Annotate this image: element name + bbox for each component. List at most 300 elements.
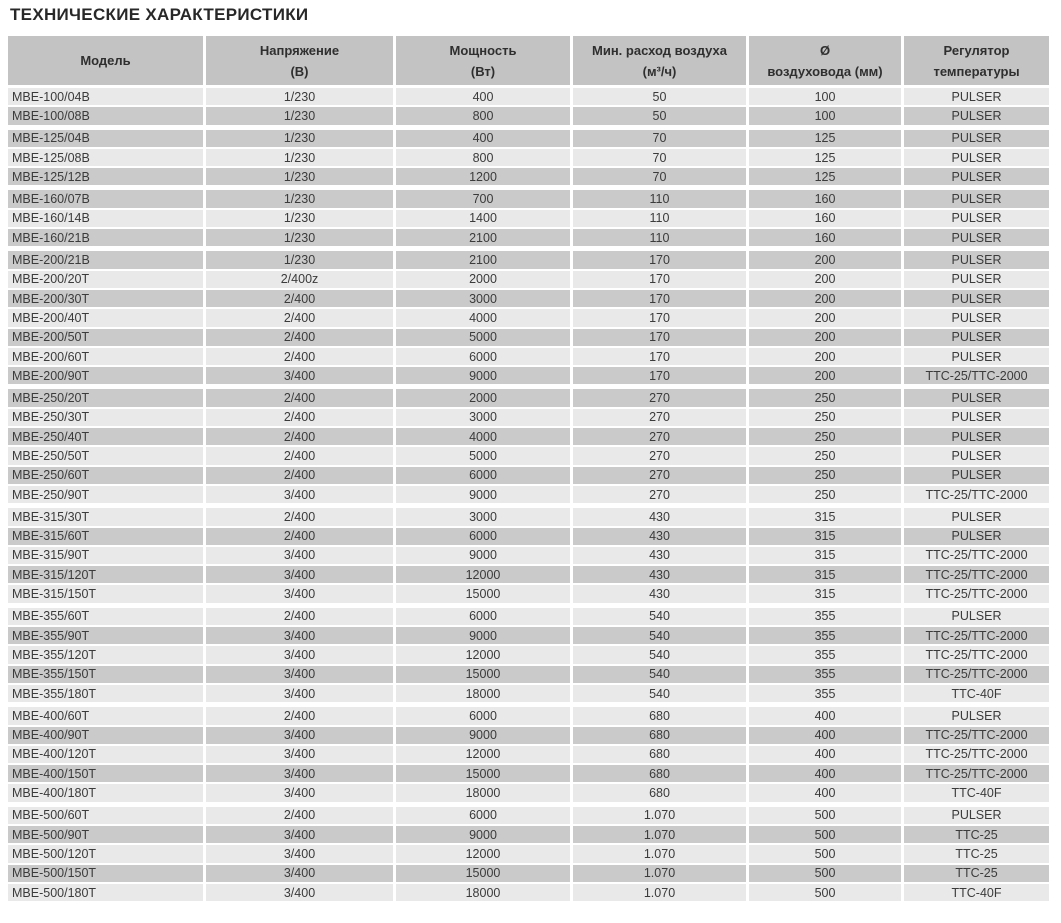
model-group xyxy=(8,88,1052,125)
table-row xyxy=(8,865,1052,882)
cell-model: MBE-400/90T xyxy=(8,727,203,744)
cell-voltage: 1/230 xyxy=(206,210,393,227)
cell-regulator: PULSER xyxy=(904,251,1049,268)
table-row xyxy=(8,229,1052,246)
cell-voltage: 2/400 xyxy=(206,608,393,625)
cell-diameter: 400 xyxy=(749,765,901,782)
cell-voltage: 3/400 xyxy=(206,845,393,862)
cell-voltage: 3/400 xyxy=(206,685,393,702)
cell-voltage: 3/400 xyxy=(206,865,393,882)
cell-regulator: PULSER xyxy=(904,528,1049,545)
table-row xyxy=(8,190,1052,207)
cell-model: MBE-250/40T xyxy=(8,428,203,445)
model-group xyxy=(8,608,1052,702)
cell-voltage: 2/400 xyxy=(206,290,393,307)
cell-diameter: 200 xyxy=(749,309,901,326)
cell-diameter: 100 xyxy=(749,107,901,124)
cell-power: 5000 xyxy=(396,447,570,464)
cell-power: 15000 xyxy=(396,865,570,882)
cell-airflow: 170 xyxy=(573,309,746,326)
table-row xyxy=(8,149,1052,166)
cell-power: 9000 xyxy=(396,367,570,384)
cell-power: 800 xyxy=(396,149,570,166)
cell-model: MBE-315/60T xyxy=(8,528,203,545)
cell-model: MBE-355/180T xyxy=(8,685,203,702)
cell-model: MBE-315/30T xyxy=(8,508,203,525)
table-row xyxy=(8,608,1052,625)
cell-airflow: 1.070 xyxy=(573,807,746,824)
cell-regulator: TTC-40F xyxy=(904,685,1049,702)
cell-power: 3000 xyxy=(396,508,570,525)
cell-model: MBE-355/60T xyxy=(8,608,203,625)
table-row xyxy=(8,807,1052,824)
cell-voltage: 2/400 xyxy=(206,348,393,365)
cell-regulator: PULSER xyxy=(904,508,1049,525)
cell-model: MBE-125/08B xyxy=(8,149,203,166)
cell-diameter: 160 xyxy=(749,210,901,227)
cell-power: 5000 xyxy=(396,329,570,346)
cell-diameter: 400 xyxy=(749,746,901,763)
cell-power: 18000 xyxy=(396,685,570,702)
cell-power: 700 xyxy=(396,190,570,207)
table-row xyxy=(8,845,1052,862)
cell-voltage: 2/400 xyxy=(206,309,393,326)
cell-regulator: PULSER xyxy=(904,130,1049,147)
table-row xyxy=(8,746,1052,763)
cell-voltage: 3/400 xyxy=(206,765,393,782)
cell-model: MBE-500/60T xyxy=(8,807,203,824)
cell-voltage: 3/400 xyxy=(206,884,393,901)
cell-model: MBE-400/60T xyxy=(8,707,203,724)
cell-airflow: 430 xyxy=(573,528,746,545)
cell-airflow: 1.070 xyxy=(573,845,746,862)
cell-model: MBE-400/150T xyxy=(8,765,203,782)
cell-model: MBE-355/150T xyxy=(8,666,203,683)
cell-diameter: 200 xyxy=(749,329,901,346)
table-row xyxy=(8,727,1052,744)
cell-power: 9000 xyxy=(396,727,570,744)
cell-power: 15000 xyxy=(396,666,570,683)
cell-regulator: PULSER xyxy=(904,608,1049,625)
cell-power: 9000 xyxy=(396,547,570,564)
cell-regulator: PULSER xyxy=(904,168,1049,185)
cell-airflow: 270 xyxy=(573,409,746,426)
cell-diameter: 160 xyxy=(749,229,901,246)
cell-voltage: 3/400 xyxy=(206,784,393,801)
table-row xyxy=(8,547,1052,564)
cell-airflow: 540 xyxy=(573,666,746,683)
model-group xyxy=(8,389,1052,503)
model-group xyxy=(8,251,1052,384)
cell-power: 400 xyxy=(396,88,570,105)
cell-diameter: 125 xyxy=(749,168,901,185)
cell-voltage: 1/230 xyxy=(206,190,393,207)
cell-regulator: PULSER xyxy=(904,329,1049,346)
cell-power: 9000 xyxy=(396,486,570,503)
cell-voltage: 3/400 xyxy=(206,566,393,583)
cell-diameter: 250 xyxy=(749,467,901,484)
table-row xyxy=(8,826,1052,843)
cell-regulator: TTC-25/TTC-2000 xyxy=(904,566,1049,583)
column-header-diameter: Ø воздуховода (мм) xyxy=(749,36,901,85)
cell-power: 6000 xyxy=(396,608,570,625)
table-row xyxy=(8,685,1052,702)
cell-airflow: 170 xyxy=(573,367,746,384)
cell-power: 2000 xyxy=(396,271,570,288)
cell-model: MBE-160/07B xyxy=(8,190,203,207)
cell-voltage: 1/230 xyxy=(206,251,393,268)
cell-model: MBE-160/14B xyxy=(8,210,203,227)
cell-voltage: 3/400 xyxy=(206,666,393,683)
cell-voltage: 2/400 xyxy=(206,428,393,445)
cell-model: MBE-500/150T xyxy=(8,865,203,882)
table-row xyxy=(8,508,1052,525)
cell-regulator: PULSER xyxy=(904,229,1049,246)
cell-airflow: 110 xyxy=(573,229,746,246)
cell-diameter: 250 xyxy=(749,428,901,445)
cell-diameter: 315 xyxy=(749,547,901,564)
cell-airflow: 540 xyxy=(573,685,746,702)
cell-regulator: TTC-25 xyxy=(904,865,1049,882)
column-header-regulator: Регулятор температуры xyxy=(904,36,1049,85)
cell-power: 6000 xyxy=(396,348,570,365)
table-row xyxy=(8,130,1052,147)
cell-model: MBE-200/21B xyxy=(8,251,203,268)
model-group xyxy=(8,130,1052,186)
table-row xyxy=(8,210,1052,227)
cell-voltage: 1/230 xyxy=(206,107,393,124)
cell-regulator: PULSER xyxy=(904,467,1049,484)
table-header xyxy=(8,36,1052,85)
cell-voltage: 1/230 xyxy=(206,149,393,166)
cell-voltage: 2/400 xyxy=(206,467,393,484)
cell-power: 6000 xyxy=(396,807,570,824)
table-row xyxy=(8,329,1052,346)
cell-model: MBE-200/40T xyxy=(8,309,203,326)
column-header-model: Модель xyxy=(8,36,203,85)
table-row xyxy=(8,447,1052,464)
cell-power: 400 xyxy=(396,130,570,147)
cell-airflow: 70 xyxy=(573,149,746,166)
cell-voltage: 2/400 xyxy=(206,329,393,346)
cell-model: MBE-250/20T xyxy=(8,389,203,406)
cell-power: 18000 xyxy=(396,884,570,901)
table-row xyxy=(8,627,1052,644)
cell-model: MBE-315/90T xyxy=(8,547,203,564)
table-row xyxy=(8,428,1052,445)
cell-regulator: PULSER xyxy=(904,447,1049,464)
cell-diameter: 500 xyxy=(749,826,901,843)
cell-power: 18000 xyxy=(396,784,570,801)
cell-airflow: 430 xyxy=(573,566,746,583)
cell-airflow: 270 xyxy=(573,447,746,464)
table-row xyxy=(8,168,1052,185)
cell-airflow: 170 xyxy=(573,290,746,307)
cell-power: 6000 xyxy=(396,528,570,545)
cell-regulator: PULSER xyxy=(904,807,1049,824)
cell-diameter: 125 xyxy=(749,149,901,166)
cell-voltage: 2/400 xyxy=(206,389,393,406)
cell-regulator: TTC-25/TTC-2000 xyxy=(904,367,1049,384)
cell-airflow: 1.070 xyxy=(573,865,746,882)
cell-voltage: 2/400 xyxy=(206,528,393,545)
cell-power: 2100 xyxy=(396,251,570,268)
cell-regulator: TTC-25/TTC-2000 xyxy=(904,627,1049,644)
cell-diameter: 400 xyxy=(749,707,901,724)
table-row xyxy=(8,309,1052,326)
page-title: ТЕХНИЧЕСКИЕ ХАРАКТЕРИСТИКИ xyxy=(10,5,309,24)
cell-regulator: PULSER xyxy=(904,107,1049,124)
spec-table xyxy=(8,36,1052,901)
cell-model: MBE-100/04B xyxy=(8,88,203,105)
cell-model: MBE-400/120T xyxy=(8,746,203,763)
table-row xyxy=(8,666,1052,683)
cell-diameter: 250 xyxy=(749,409,901,426)
cell-diameter: 500 xyxy=(749,865,901,882)
cell-diameter: 200 xyxy=(749,290,901,307)
cell-voltage: 3/400 xyxy=(206,547,393,564)
cell-voltage: 3/400 xyxy=(206,486,393,503)
cell-diameter: 250 xyxy=(749,447,901,464)
cell-airflow: 270 xyxy=(573,486,746,503)
cell-model: MBE-315/150T xyxy=(8,585,203,602)
cell-power: 9000 xyxy=(396,627,570,644)
cell-model: MBE-200/20T xyxy=(8,271,203,288)
model-group xyxy=(8,707,1052,801)
cell-model: MBE-200/60T xyxy=(8,348,203,365)
cell-regulator: TTC-40F xyxy=(904,884,1049,901)
cell-airflow: 680 xyxy=(573,707,746,724)
cell-diameter: 400 xyxy=(749,784,901,801)
cell-airflow: 70 xyxy=(573,130,746,147)
cell-model: MBE-355/120T xyxy=(8,646,203,663)
cell-regulator: TTC-25/TTC-2000 xyxy=(904,646,1049,663)
cell-regulator: TTC-25/TTC-2000 xyxy=(904,547,1049,564)
cell-airflow: 430 xyxy=(573,585,746,602)
cell-diameter: 315 xyxy=(749,508,901,525)
cell-power: 6000 xyxy=(396,707,570,724)
table-row xyxy=(8,367,1052,384)
cell-regulator: TTC-25 xyxy=(904,826,1049,843)
table-row xyxy=(8,566,1052,583)
cell-airflow: 540 xyxy=(573,646,746,663)
cell-airflow: 680 xyxy=(573,784,746,801)
cell-power: 3000 xyxy=(396,409,570,426)
cell-power: 6000 xyxy=(396,467,570,484)
cell-model: MBE-125/04B xyxy=(8,130,203,147)
table-row xyxy=(8,107,1052,124)
model-group xyxy=(8,807,1052,901)
cell-regulator: PULSER xyxy=(904,210,1049,227)
cell-voltage: 1/230 xyxy=(206,168,393,185)
cell-diameter: 355 xyxy=(749,685,901,702)
cell-power: 2100 xyxy=(396,229,570,246)
column-header-airflow: Мин. расход воздуха (м³/ч) xyxy=(573,36,746,85)
cell-airflow: 430 xyxy=(573,508,746,525)
cell-voltage: 2/400 xyxy=(206,807,393,824)
cell-regulator: PULSER xyxy=(904,309,1049,326)
cell-regulator: TTC-25/TTC-2000 xyxy=(904,765,1049,782)
cell-diameter: 400 xyxy=(749,727,901,744)
cell-regulator: PULSER xyxy=(904,190,1049,207)
cell-airflow: 430 xyxy=(573,547,746,564)
cell-model: MBE-160/21B xyxy=(8,229,203,246)
cell-model: MBE-355/90T xyxy=(8,627,203,644)
cell-voltage: 3/400 xyxy=(206,727,393,744)
table-row xyxy=(8,251,1052,268)
cell-voltage: 2/400 xyxy=(206,707,393,724)
cell-airflow: 50 xyxy=(573,107,746,124)
cell-regulator: PULSER xyxy=(904,348,1049,365)
cell-regulator: TTC-25/TTC-2000 xyxy=(904,585,1049,602)
cell-airflow: 1.070 xyxy=(573,884,746,901)
cell-model: MBE-500/90T xyxy=(8,826,203,843)
cell-voltage: 3/400 xyxy=(206,646,393,663)
cell-power: 800 xyxy=(396,107,570,124)
cell-voltage: 3/400 xyxy=(206,627,393,644)
cell-power: 4000 xyxy=(396,428,570,445)
cell-airflow: 110 xyxy=(573,210,746,227)
table-row xyxy=(8,467,1052,484)
cell-diameter: 355 xyxy=(749,608,901,625)
cell-airflow: 270 xyxy=(573,389,746,406)
cell-voltage: 2/400 xyxy=(206,447,393,464)
cell-power: 3000 xyxy=(396,290,570,307)
cell-regulator: PULSER xyxy=(904,428,1049,445)
cell-voltage: 3/400 xyxy=(206,746,393,763)
cell-voltage: 2/400z xyxy=(206,271,393,288)
cell-airflow: 70 xyxy=(573,168,746,185)
cell-diameter: 355 xyxy=(749,646,901,663)
cell-regulator: TTC-40F xyxy=(904,784,1049,801)
cell-model: MBE-500/120T xyxy=(8,845,203,862)
cell-airflow: 270 xyxy=(573,467,746,484)
table-row xyxy=(8,409,1052,426)
cell-diameter: 500 xyxy=(749,807,901,824)
cell-airflow: 50 xyxy=(573,88,746,105)
cell-airflow: 170 xyxy=(573,329,746,346)
table-row xyxy=(8,88,1052,105)
cell-model: MBE-250/30T xyxy=(8,409,203,426)
cell-airflow: 170 xyxy=(573,348,746,365)
table-row xyxy=(8,348,1052,365)
cell-regulator: TTC-25/TTC-2000 xyxy=(904,486,1049,503)
cell-diameter: 500 xyxy=(749,845,901,862)
column-header-voltage: Напряжение (В) xyxy=(206,36,393,85)
table-row xyxy=(8,290,1052,307)
cell-model: MBE-500/180T xyxy=(8,884,203,901)
cell-airflow: 540 xyxy=(573,608,746,625)
table-row xyxy=(8,528,1052,545)
cell-airflow: 110 xyxy=(573,190,746,207)
cell-model: MBE-125/12B xyxy=(8,168,203,185)
cell-power: 1200 xyxy=(396,168,570,185)
table-body xyxy=(8,88,1052,901)
cell-regulator: TTC-25 xyxy=(904,845,1049,862)
cell-power: 1400 xyxy=(396,210,570,227)
cell-model: MBE-200/50T xyxy=(8,329,203,346)
cell-regulator: PULSER xyxy=(904,149,1049,166)
cell-voltage: 3/400 xyxy=(206,367,393,384)
table-row xyxy=(8,707,1052,724)
cell-diameter: 315 xyxy=(749,585,901,602)
cell-regulator: PULSER xyxy=(904,389,1049,406)
cell-voltage: 3/400 xyxy=(206,585,393,602)
cell-model: MBE-400/180T xyxy=(8,784,203,801)
cell-diameter: 200 xyxy=(749,251,901,268)
cell-voltage: 1/230 xyxy=(206,88,393,105)
cell-airflow: 680 xyxy=(573,765,746,782)
cell-model: MBE-200/30T xyxy=(8,290,203,307)
cell-voltage: 2/400 xyxy=(206,508,393,525)
table-row xyxy=(8,884,1052,901)
table-row xyxy=(8,646,1052,663)
cell-airflow: 170 xyxy=(573,271,746,288)
cell-model: MBE-315/120T xyxy=(8,566,203,583)
cell-power: 12000 xyxy=(396,566,570,583)
cell-regulator: PULSER xyxy=(904,707,1049,724)
cell-diameter: 200 xyxy=(749,271,901,288)
cell-diameter: 125 xyxy=(749,130,901,147)
cell-airflow: 540 xyxy=(573,627,746,644)
model-group xyxy=(8,508,1052,602)
cell-voltage: 1/230 xyxy=(206,229,393,246)
column-header-power: Мощность (Вт) xyxy=(396,36,570,85)
cell-diameter: 315 xyxy=(749,528,901,545)
table-row xyxy=(8,585,1052,602)
cell-voltage: 2/400 xyxy=(206,409,393,426)
model-group xyxy=(8,190,1052,246)
cell-regulator: PULSER xyxy=(904,290,1049,307)
cell-diameter: 250 xyxy=(749,389,901,406)
cell-airflow: 1.070 xyxy=(573,826,746,843)
cell-regulator: PULSER xyxy=(904,88,1049,105)
table-row xyxy=(8,765,1052,782)
cell-diameter: 355 xyxy=(749,666,901,683)
cell-diameter: 160 xyxy=(749,190,901,207)
cell-regulator: TTC-25/TTC-2000 xyxy=(904,727,1049,744)
cell-airflow: 270 xyxy=(573,428,746,445)
cell-diameter: 315 xyxy=(749,566,901,583)
table-row xyxy=(8,486,1052,503)
cell-airflow: 170 xyxy=(573,251,746,268)
cell-diameter: 355 xyxy=(749,627,901,644)
cell-model: MBE-250/60T xyxy=(8,467,203,484)
cell-voltage: 3/400 xyxy=(206,826,393,843)
cell-power: 12000 xyxy=(396,746,570,763)
cell-model: MBE-250/50T xyxy=(8,447,203,464)
cell-regulator: PULSER xyxy=(904,409,1049,426)
table-row xyxy=(8,389,1052,406)
cell-power: 4000 xyxy=(396,309,570,326)
cell-power: 12000 xyxy=(396,646,570,663)
cell-power: 2000 xyxy=(396,389,570,406)
cell-diameter: 200 xyxy=(749,367,901,384)
cell-model: MBE-100/08B xyxy=(8,107,203,124)
cell-diameter: 100 xyxy=(749,88,901,105)
cell-diameter: 200 xyxy=(749,348,901,365)
table-row xyxy=(8,271,1052,288)
cell-model: MBE-200/90T xyxy=(8,367,203,384)
cell-power: 12000 xyxy=(396,845,570,862)
cell-airflow: 680 xyxy=(573,727,746,744)
cell-voltage: 1/230 xyxy=(206,130,393,147)
cell-power: 15000 xyxy=(396,585,570,602)
cell-airflow: 680 xyxy=(573,746,746,763)
cell-regulator: TTC-25/TTC-2000 xyxy=(904,666,1049,683)
cell-regulator: PULSER xyxy=(904,271,1049,288)
cell-power: 15000 xyxy=(396,765,570,782)
